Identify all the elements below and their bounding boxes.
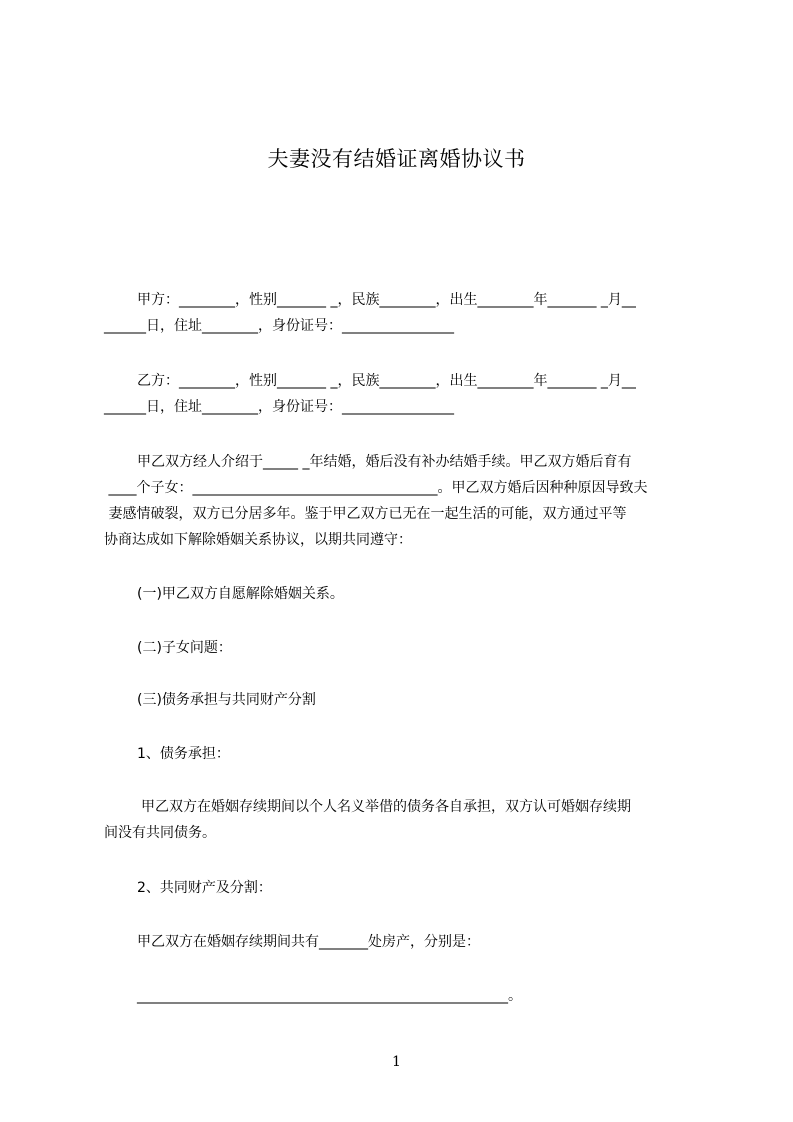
clause-1: (一)甲乙双方自愿解除婚姻关系。 [137, 586, 344, 602]
party-b-block [104, 368, 704, 420]
party-a-line-1: 甲方：________，性别_______ _，民族________，出生________年_______ _月__ [137, 292, 636, 308]
debt-line-2: 间没有共同债务。 [104, 825, 216, 841]
party-a-line-2: ______日，住址________，身份证号：________________ [104, 318, 454, 334]
intro-line-1: 甲乙双方经人介绍于_____ _年结婚，婚后没有补办结婚手续。甲乙双方婚后育有 [137, 454, 632, 470]
intro-paragraph [104, 449, 704, 553]
intro-line-2: ____个子女：___________________________________。甲乙双方婚后因种种原因导致夫 [104, 480, 648, 496]
clause-3: (三)债务承担与共同财产分割 [137, 692, 316, 708]
party-a-block [104, 287, 704, 339]
page-number: 1 [392, 1054, 401, 1070]
party-b-line-2: ______日，住址________，身份证号：________________ [104, 399, 454, 415]
party-b-line-1: 乙方：________，性别_______ _，民族________，出生________年_______ _月__ [137, 373, 636, 389]
intro-line-4: 协商达成如下解除婚姻关系协议，以期共同遵守： [104, 532, 412, 548]
intro-line-3: 妻感情破裂，双方已分居多年。鉴于甲乙双方已无在一起生活的可能，双方通过平等 [104, 506, 627, 522]
debt-heading: 1、债务承担： [137, 746, 230, 762]
property-blank-line: _____________________________________________________。 [137, 988, 522, 1004]
debt-paragraph [104, 794, 704, 846]
property-heading: 2、共同财产及分割： [137, 880, 272, 896]
clause-2: (二)子女问题： [137, 640, 232, 656]
debt-line-1: 甲乙双方在婚姻存续期间以个人名义举借的债务各自承担，双方认可婚姻存续期 [141, 799, 631, 815]
document-title: 夫妻没有结婚证离婚协议书 [267, 147, 526, 171]
property-text: 甲乙双方在婚姻存续期间共有_______处房产，分别是： [137, 934, 480, 950]
